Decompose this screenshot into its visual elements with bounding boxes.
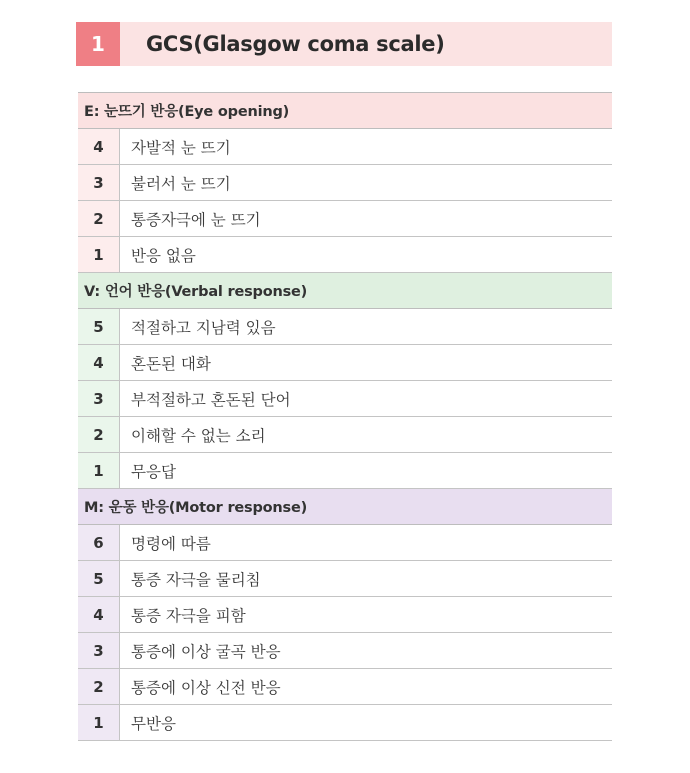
description-cell: 통증 자극을 피함 [120, 597, 612, 632]
score-cell: 3 [78, 633, 120, 668]
table-row [78, 633, 612, 669]
page-title: GCS(Glasgow coma scale) [146, 32, 445, 56]
table-row [78, 525, 612, 561]
description-cell: 혼돈된 대화 [120, 345, 612, 380]
score-cell: 5 [78, 561, 120, 596]
description-cell: 통증 자극을 물리침 [120, 561, 612, 596]
score-cell: 2 [78, 417, 120, 452]
description-cell: 자발적 눈 뜨기 [120, 129, 612, 164]
section-header-motor: M: 운동 반응(Motor response) [78, 489, 612, 525]
score-cell: 1 [78, 453, 120, 488]
gcs-table [78, 92, 612, 741]
table-row [78, 381, 612, 417]
section-header-eye: E: 눈뜨기 반응(Eye opening) [78, 93, 612, 129]
table-row [78, 669, 612, 705]
title-number: 1 [76, 22, 120, 66]
score-cell: 1 [78, 237, 120, 272]
score-cell: 4 [78, 345, 120, 380]
score-cell: 2 [78, 201, 120, 236]
description-cell: 무응답 [120, 453, 612, 488]
description-cell: 통증에 이상 신전 반응 [120, 669, 612, 704]
title-bar [76, 22, 612, 66]
description-cell: 명령에 따름 [120, 525, 612, 560]
score-cell: 3 [78, 165, 120, 200]
description-cell: 통증자극에 눈 뜨기 [120, 201, 612, 236]
score-cell: 2 [78, 669, 120, 704]
table-row [78, 165, 612, 201]
table-row [78, 597, 612, 633]
description-cell: 불러서 눈 뜨기 [120, 165, 612, 200]
score-cell: 1 [78, 705, 120, 740]
score-cell: 4 [78, 597, 120, 632]
table-row [78, 417, 612, 453]
table-row [78, 345, 612, 381]
score-cell: 6 [78, 525, 120, 560]
score-cell: 5 [78, 309, 120, 344]
score-cell: 4 [78, 129, 120, 164]
description-cell: 적절하고 지남력 있음 [120, 309, 612, 344]
table-row [78, 237, 612, 273]
description-cell: 부적절하고 혼돈된 단어 [120, 381, 612, 416]
table-row [78, 705, 612, 741]
score-cell: 3 [78, 381, 120, 416]
description-cell: 통증에 이상 굴곡 반응 [120, 633, 612, 668]
description-cell: 이해할 수 없는 소리 [120, 417, 612, 452]
table-row [78, 309, 612, 345]
section-header-verbal: V: 언어 반응(Verbal response) [78, 273, 612, 309]
description-cell: 반응 없음 [120, 237, 612, 272]
table-row [78, 201, 612, 237]
description-cell: 무반응 [120, 705, 612, 740]
table-row [78, 129, 612, 165]
table-row [78, 453, 612, 489]
table-row [78, 561, 612, 597]
